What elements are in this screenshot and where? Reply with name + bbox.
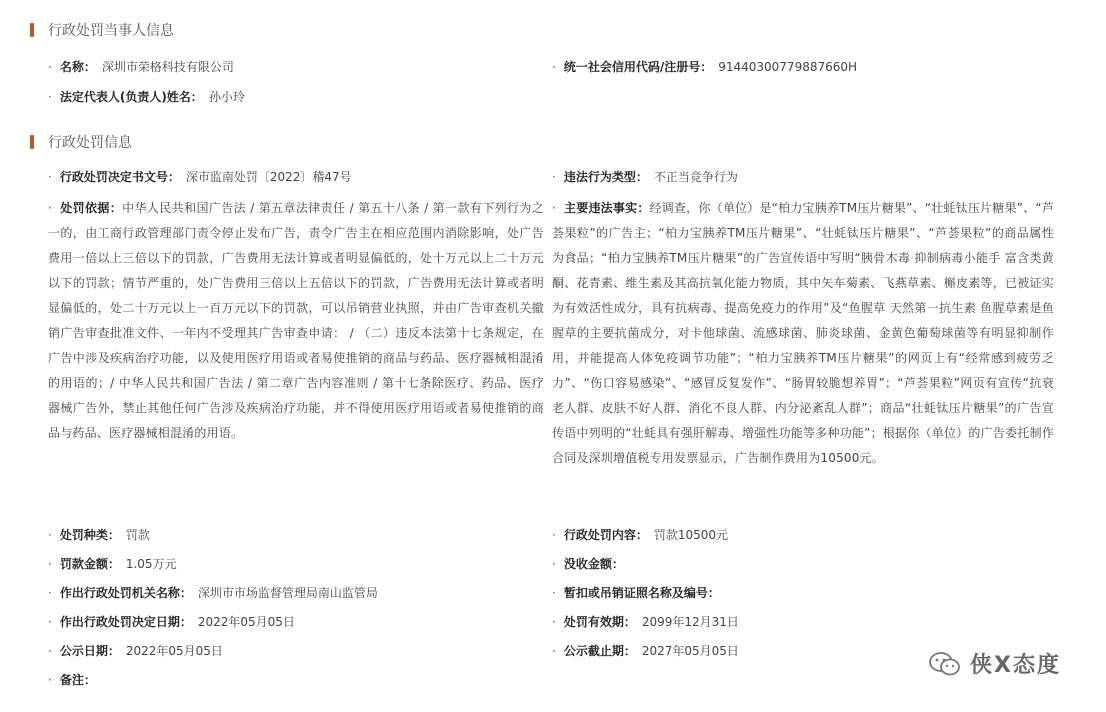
confiscation-field: · 没收金额： [552, 557, 624, 571]
publish-end-value: 2027年05月05日 [641, 644, 739, 658]
legal-rep-label: 法定代表人(负责人)姓名： [59, 90, 203, 104]
authority-field: · 作出行政处罚机关名称： 深圳市市场监督管理局南山监管局 [48, 586, 378, 600]
license-label: 暂扣或吊销证照名称及编号： [563, 586, 720, 600]
valid-until-label: 处罚有效期： [563, 615, 636, 629]
party-name-label: 名称： [59, 60, 96, 74]
wechat-icon [928, 650, 962, 678]
section-marker [30, 23, 34, 37]
decision-no-field: · 行政处罚决定书文号： 深市监南处罚〔2022〕稽47号 [48, 170, 352, 184]
content-field: · 行政处罚内容： 罚款10500元 [552, 528, 729, 542]
facts-value: 经调查，你（单位）是“柏力宝胰养TM压片糖果”、“壮蚝钛压片糖果”、“芦荟果粒”的广告主；“柏力宝胰养TM压片糖果”、“壮蚝钛压片糖果”、“芦荟果粒”的商品属性为食品；“柏力宝胰养TM压片糖果”的广告宣传语中写明“胰骨木毒 抑制病毒小能手 富含类黄酮、花青素、维生素及其高抗氧化能力物质，其中矢车菊素、飞燕草素、槲皮素等，已被证实为有效活性成分，具有抗病毒、提高免疫力的作用”及“鱼腥草 天然第一抗生素 鱼腥草素是鱼腥草的主要抗菌成分，对卡他球菌、流感球菌、肺炎球菌、金黄色葡萄球菌等有明显抑制作用，并能提高人体免疫调节功能”；“柏力宝胰养TM压片糖果”的网页上有“经常感到疲劳乏力”、“伤口容易感染”、“感冒反复发作”、“肠胃较脆想养胃”；“芦荟果粒”网页有宣传“抗衰老人群、皮肤不好人群、消化不良人群、内分泌紊乱人群”；商品“壮蚝钛压片糖果”的广告宣传语中列明的“壮蚝具有强肝解毒、增强性功能等多种功能”；根据你（单位）的广告委托制作合同及深圳增值税专用发票显示，广告制作费用为10500元。 [552, 201, 1054, 465]
party-name-field: · 名称： 深圳市荣格科技有限公司 [48, 60, 234, 74]
category-value: 罚款 [125, 528, 150, 542]
remark-field: · 备注： [48, 673, 96, 687]
violation-type-value: 不正当竞争行为 [653, 170, 738, 184]
category-label: 处罚种类： [59, 528, 120, 542]
publish-date-label: 公示日期： [59, 644, 120, 658]
decision-date-value: 2022年05月05日 [197, 615, 295, 629]
content-label: 行政处罚内容： [563, 528, 648, 542]
amount-value: 1.05万元 [125, 557, 177, 571]
facts-paragraph: · 主要违法事实：经调查，你（单位）是“柏力宝胰养TM压片糖果”、“壮蚝钛压片糖果”、“芦荟果粒”的广告主；“柏力宝胰养TM压片糖果”、“壮蚝钛压片糖果”、“芦荟果粒”的商品属性为食品；“柏力宝胰养TM压片糖果”的广告宣传语中写明“胰骨木毒 抑制病毒小能手 富含类黄酮、花青素、维生素及其高抗氧化能力物质，其中矢车菊素、飞燕草素、槲皮素等，已被证实为有效活性成分，具有抗病毒、提高免疫力的作用”及“鱼腥草 天然第一抗生素 鱼腥草素是鱼腥草的主要抗菌成分，对卡他球菌、流感球菌、肺炎球菌、金黄色葡萄球菌等有明显抑制作用，并能提高人体免疫调节功能”；“柏力宝胰养TM压片糖果”的网页上有“经常感到疲劳乏力”、“伤口容易感染”、“感冒反复发作”、“肠胃较脆想养胃”；“芦荟果粒”网页有宣传“抗衰老人群、皮肤不好人群、消化不良人群、内分泌紊乱人群”；商品“壮蚝钛压片糖果”的广告宣传语中列明的“壮蚝具有强肝解毒、增强性功能等多种功能”；根据你（单位）的广告委托制作合同及深圳增值税专用发票显示，广告制作费用为10500元。 [552, 201, 1054, 465]
legal-rep-field: · 法定代表人(负责人)姓名： 孙小玲 [48, 90, 245, 104]
authority-label: 作出行政处罚机关名称： [59, 586, 192, 600]
basis-paragraph: · 处罚依据：中华人民共和国广告法 / 第五章法律责任 / 第五十八条 / 第一款有下列行为之一的，由工商行政管理部门责令停止发布广告，责令广告主在相应范围内消除影响，处广告费用一倍以上三倍以下的罚款，广告费用无法计算或者明显偏低的，处十万元以上二十万元以下的罚款；情节严重的，处广告费用三倍以上五倍以下的罚款，广告费用无法计算或者明显偏低的，处二十万元以上一百万元以下的罚款，可以吊销营业执照，并由广告审查机关撤销广告审查批准文件、一年内不受理其广告审查申请： / （二）违反本法第十七条规定，在广告中涉及疾病治疗功能，以及使用医疗用语或者易使推销的商品与药品、医疗器械相混淆的用语的；/ 中华人民共和国广告法 / 第二章广告内容准则 / 第十七条除医疗、药品、医疗器械广告外，禁止其他任何广告涉及疾病治疗功能，并不得使用医疗用语或者易使推销的商品与药品、医疗器械相混淆的用语。 [48, 201, 544, 440]
party-section-title-text: 行政处罚当事人信息 [48, 23, 174, 39]
license-field: · 暂扣或吊销证照名称及编号： [552, 586, 720, 600]
violation-type-field: · 违法行为类型： 不正当竞争行为 [552, 170, 738, 184]
amount-label: 罚款金额： [59, 557, 120, 571]
publish-end-field: · 公示截止期： 2027年05月05日 [552, 644, 739, 658]
basis-label: 处罚依据： [60, 201, 123, 215]
penalty-section-title [30, 132, 132, 152]
watermark [928, 648, 1061, 679]
decision-no-value: 深市监南处罚〔2022〕稽47号 [185, 170, 352, 184]
decision-date-field: · 作出行政处罚决定日期： 2022年05月05日 [48, 615, 295, 629]
party-section-title [30, 20, 174, 40]
authority-value: 深圳市市场监督管理局南山监管局 [197, 586, 378, 600]
legal-rep-value: 孙小玲 [208, 90, 245, 104]
publish-end-label: 公示截止期： [563, 644, 636, 658]
credit-code-field: · 统一社会信用代码/注册号： 91440300779887660H [552, 60, 858, 74]
decision-date-label: 作出行政处罚决定日期： [59, 615, 192, 629]
basis-value: 中华人民共和国广告法 / 第五章法律责任 / 第五十八条 / 第一款有下列行为之一的，由工商行政管理部门责令停止发布广告，责令广告主在相应范围内消除影响，处广告费用一倍以上三倍以下的罚款，广告费用无法计算或者明显偏低的，处十万元以上二十万元以下的罚款；情节严重的，处广告费用三倍以上五倍以下的罚款，广告费用无法计算或者明显偏低的，处二十万元以上一百万元以下的罚款，可以吊销营业执照，并由广告审查机关撤销广告审查批准文件、一年内不受理其广告审查申请： / （二）违反本法第十七条规定，在广告中涉及疾病治疗功能，以及使用医疗用语或者易使推销的商品与药品、医疗器械相混淆的用语的；/ 中华人民共和国广告法 / 第二章广告内容准则 / 第十七条除医疗、药品、医疗器械广告外，禁止其他任何广告涉及疾病治疗功能，并不得使用医疗用语或者易使推销的商品与药品、医疗器械相混淆的用语。 [48, 201, 544, 440]
content-value: 罚款10500元 [653, 528, 729, 542]
category-field: · 处罚种类： 罚款 [48, 528, 150, 542]
facts-label: 主要违法事实： [564, 201, 650, 215]
credit-code-value: 91440300779887660H [718, 60, 858, 74]
section-marker [30, 135, 34, 149]
publish-date-field: · 公示日期： 2022年05月05日 [48, 644, 223, 658]
publish-date-value: 2022年05月05日 [125, 644, 223, 658]
violation-type-label: 违法行为类型： [563, 170, 648, 184]
remark-label: 备注： [59, 673, 96, 687]
party-name-value: 深圳市荣格科技有限公司 [101, 60, 234, 74]
credit-code-label: 统一社会信用代码/注册号： [563, 60, 713, 74]
decision-no-label: 行政处罚决定书文号： [59, 170, 180, 184]
valid-until-value: 2099年12月31日 [641, 615, 739, 629]
watermark-text: 侠X态度 [970, 653, 1061, 678]
confiscation-label: 没收金额： [563, 557, 624, 571]
valid-until-field: · 处罚有效期： 2099年12月31日 [552, 615, 739, 629]
penalty-section-title-text: 行政处罚信息 [48, 135, 132, 151]
amount-field: · 罚款金额： 1.05万元 [48, 557, 177, 571]
